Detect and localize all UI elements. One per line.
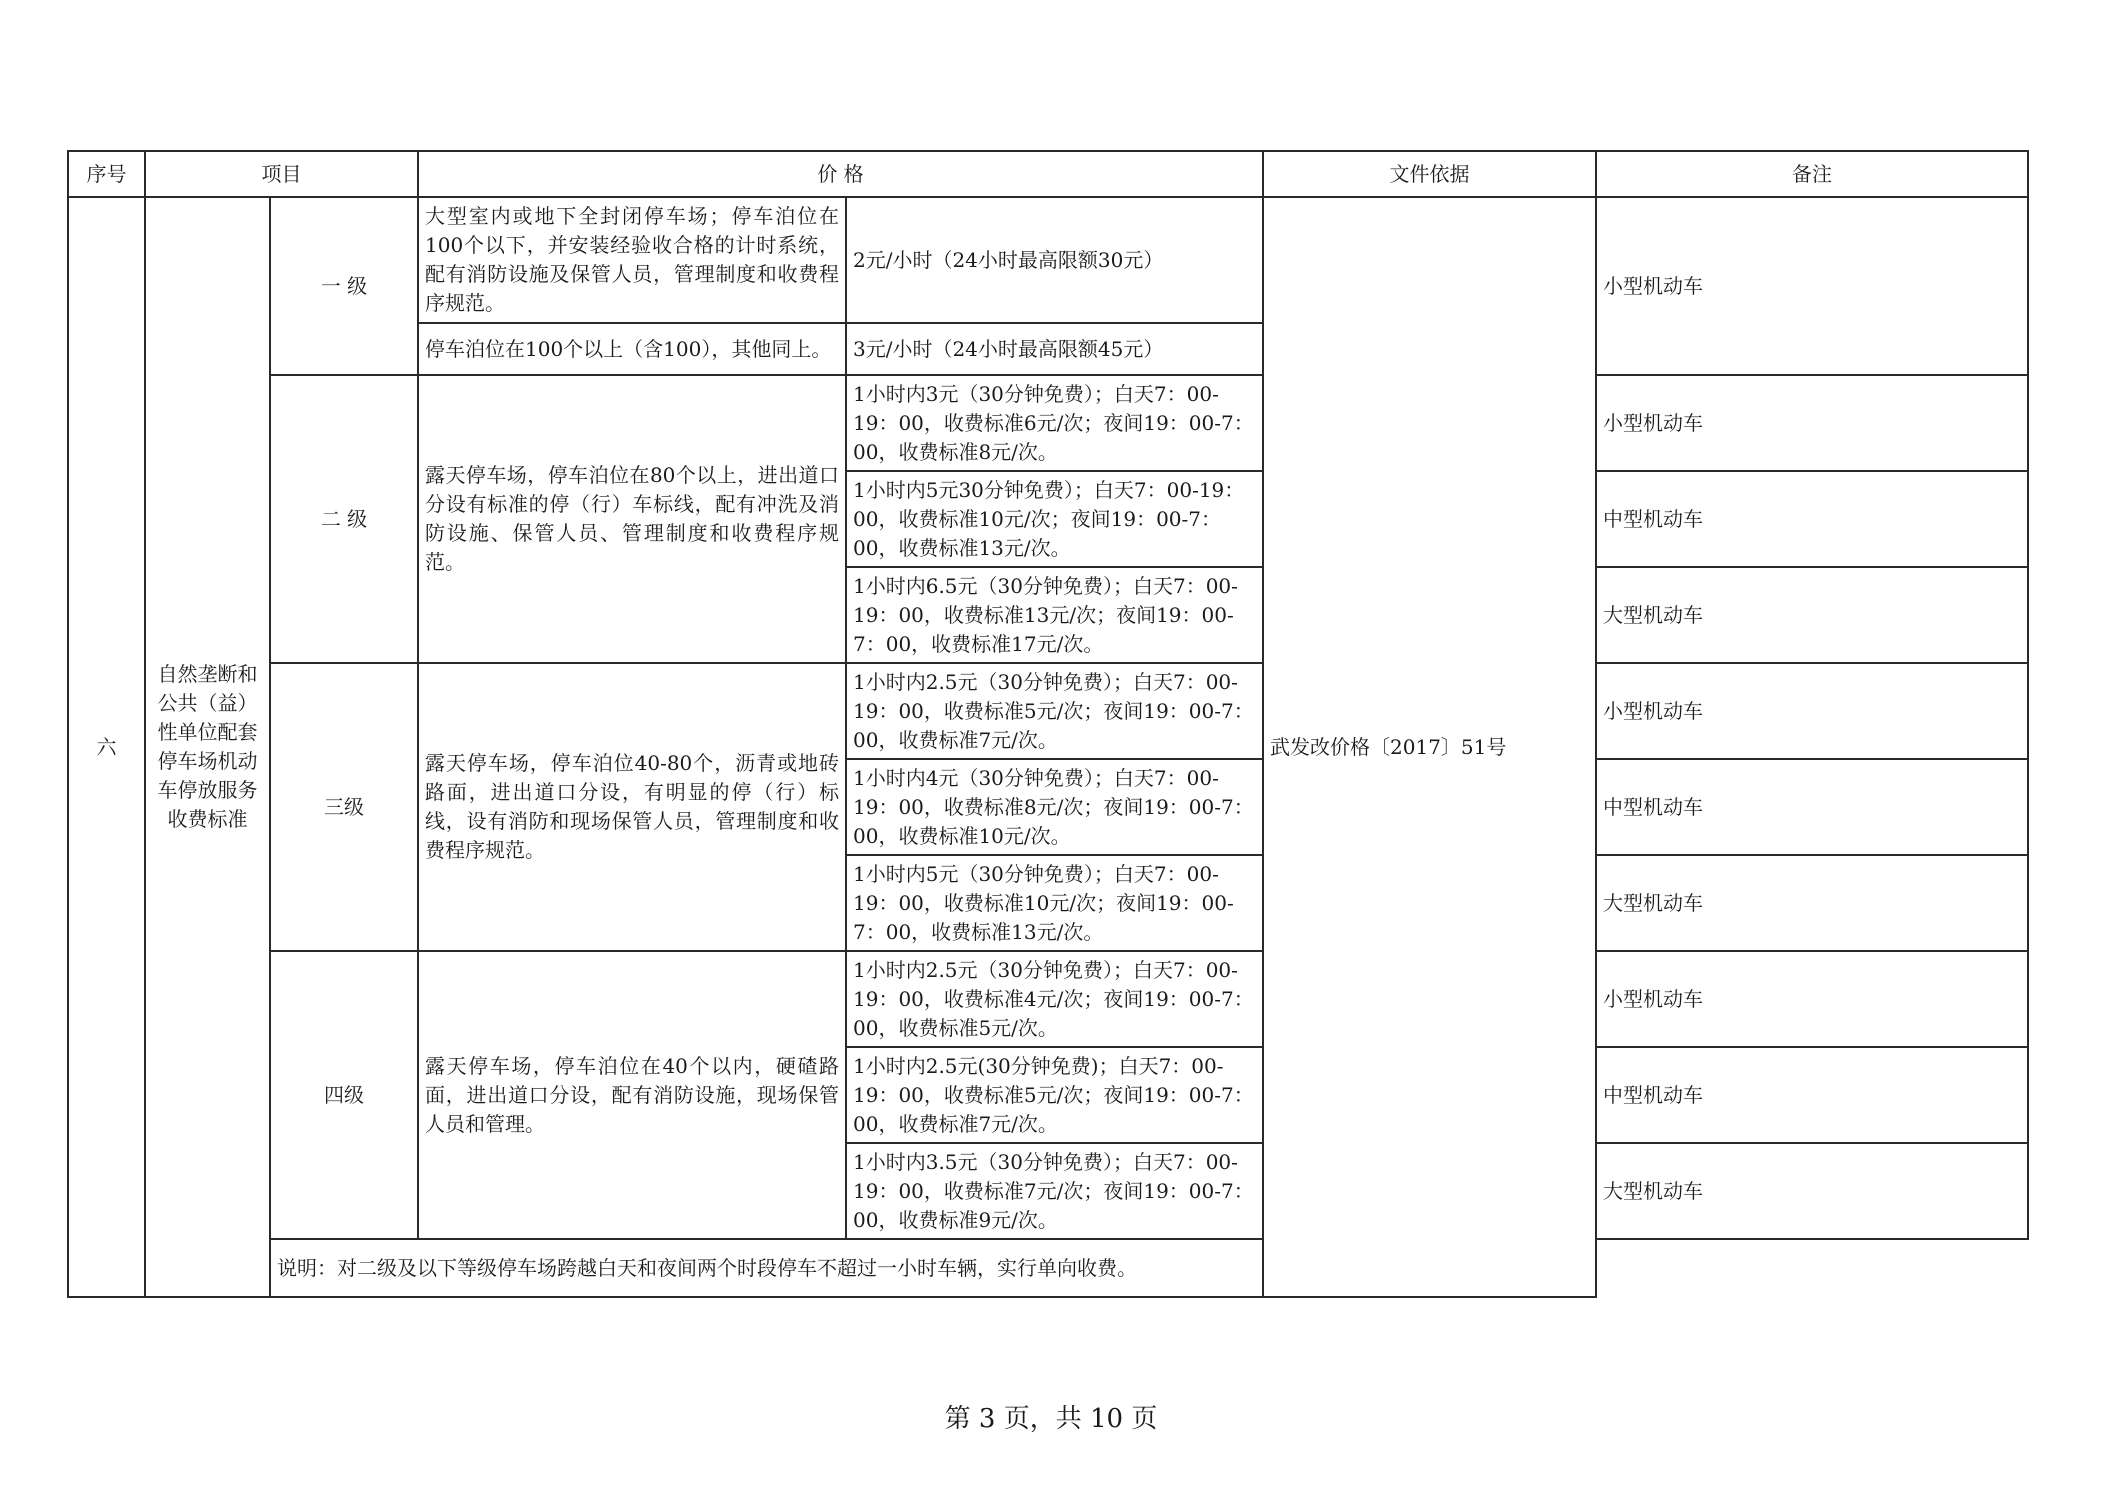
table-row (68, 951, 2028, 1047)
grade-3: 三级 (270, 663, 418, 951)
grade-4: 四级 (270, 951, 418, 1239)
grade-2-price-1: 1小时内3元（30分钟免费）；白天7：00-19：00，收费标准6元/次；夜间19：00-7：00，收费标准8元/次。 (846, 375, 1263, 471)
item-cell: 自然垄断和公共（益）性单位配套停车场机动车停放服务收费标准 (145, 197, 270, 1297)
grade-1-condition-2: 停车泊位在100个以上（含100），其他同上。 (418, 323, 846, 375)
grade-3-price-2: 1小时内4元（30分钟免费）；白天7：00-19：00，收费标准8元/次；夜间19：00-7：00，收费标准10元/次。 (846, 759, 1263, 855)
grade-4-note-1: 小型机动车 (1596, 951, 2028, 1047)
grade-2-price-2: 1小时内5元30分钟免费）；白天7：00-19：00，收费标准10元/次；夜间19：00-7：00，收费标准13元/次。 (846, 471, 1263, 567)
grade-4-price-3: 1小时内3.5元（30分钟免费）；白天7：00-19：00，收费标准7元/次；夜间19：00-7：00，收费标准9元/次。 (846, 1143, 1263, 1239)
seq-cell: 六 (68, 197, 145, 1297)
table-row (68, 663, 2028, 759)
grade-1-price-1: 2元/小时（24小时最高限额30元） (846, 197, 1263, 323)
grade-4-price-1: 1小时内2.5元（30分钟免费）；白天7：00-19：00，收费标准4元/次；夜间19：00-7：00，收费标准5元/次。 (846, 951, 1263, 1047)
header-price: 价 格 (418, 151, 1263, 197)
grade-3-note-2: 中型机动车 (1596, 759, 2028, 855)
page-footer: 第 3 页，共 10 页 (944, 1404, 1158, 1434)
grade-2-note-2: 中型机动车 (1596, 471, 2028, 567)
grade-3-note-3: 大型机动车 (1596, 855, 2028, 951)
explanation-text: 说明：对二级及以下等级停车场跨越白天和夜间两个时段停车不超过一小时车辆，实行单向收费。 (270, 1239, 1596, 1297)
grade-1-note: 小型机动车 (1596, 197, 2028, 375)
grade-1: 一 级 (270, 197, 418, 375)
grade-2-note-1: 小型机动车 (1596, 375, 2028, 471)
grade-3-price-1: 1小时内2.5元（30分钟免费）；白天7：00-19：00，收费标准5元/次；夜间19：00-7：00，收费标准7元/次。 (846, 663, 1263, 759)
header-note: 备注 (1596, 151, 2028, 197)
grade-4-price-2: 1小时内2.5元(30分钟免费)；白天7：00-19：00，收费标准5元/次；夜间19：00-7：00，收费标准7元/次。 (846, 1047, 1263, 1143)
grade-3-note-1: 小型机动车 (1596, 663, 2028, 759)
explanation-row (68, 1239, 2028, 1297)
grade-1-price-2: 3元/小时（24小时最高限额45元） (846, 323, 1263, 375)
grade-2-condition: 露天停车场，停车泊位在80个以上，进出道口分设有标准的停（行）车标线，配有冲洗及消防设施、保管人员、管理制度和收费程序规范。 (418, 375, 846, 663)
header-item: 项目 (145, 151, 418, 197)
header-basis: 文件依据 (1263, 151, 1596, 197)
fee-table (67, 150, 2029, 1298)
grade-2-price-3: 1小时内6.5元（30分钟免费）；白天7：00-19：00，收费标准13元/次；夜间19：00-7：00，收费标准17元/次。 (846, 567, 1263, 663)
basis-cell: 武发改价格〔2017〕51号 (1263, 197, 1596, 1297)
header-seq: 序号 (68, 151, 145, 197)
table-row (68, 197, 2028, 323)
grade-2-note-3: 大型机动车 (1596, 567, 2028, 663)
grade-1-condition-1: 大型室内或地下全封闭停车场；停车泊位在100个以下，并安装经验收合格的计时系统，配有消防设施及保管人员，管理制度和收费程序规范。 (418, 197, 846, 323)
header-row (68, 151, 2028, 197)
grade-4-note-2: 中型机动车 (1596, 1047, 2028, 1143)
grade-4-note-3: 大型机动车 (1596, 1143, 2028, 1239)
grade-3-condition: 露天停车场，停车泊位40-80个，沥青或地砖路面，进出道口分设，有明显的停（行）标线，设有消防和现场保管人员，管理制度和收费程序规范。 (418, 663, 846, 951)
grade-4-condition: 露天停车场，停车泊位在40个以内，硬碴路面，进出道口分设，配有消防设施，现场保管人员和管理。 (418, 951, 846, 1239)
grade-2: 二 级 (270, 375, 418, 663)
table-row (68, 375, 2028, 471)
grade-3-price-3: 1小时内5元（30分钟免费）；白天7：00-19：00，收费标准10元/次；夜间19：00-7：00，收费标准13元/次。 (846, 855, 1263, 951)
